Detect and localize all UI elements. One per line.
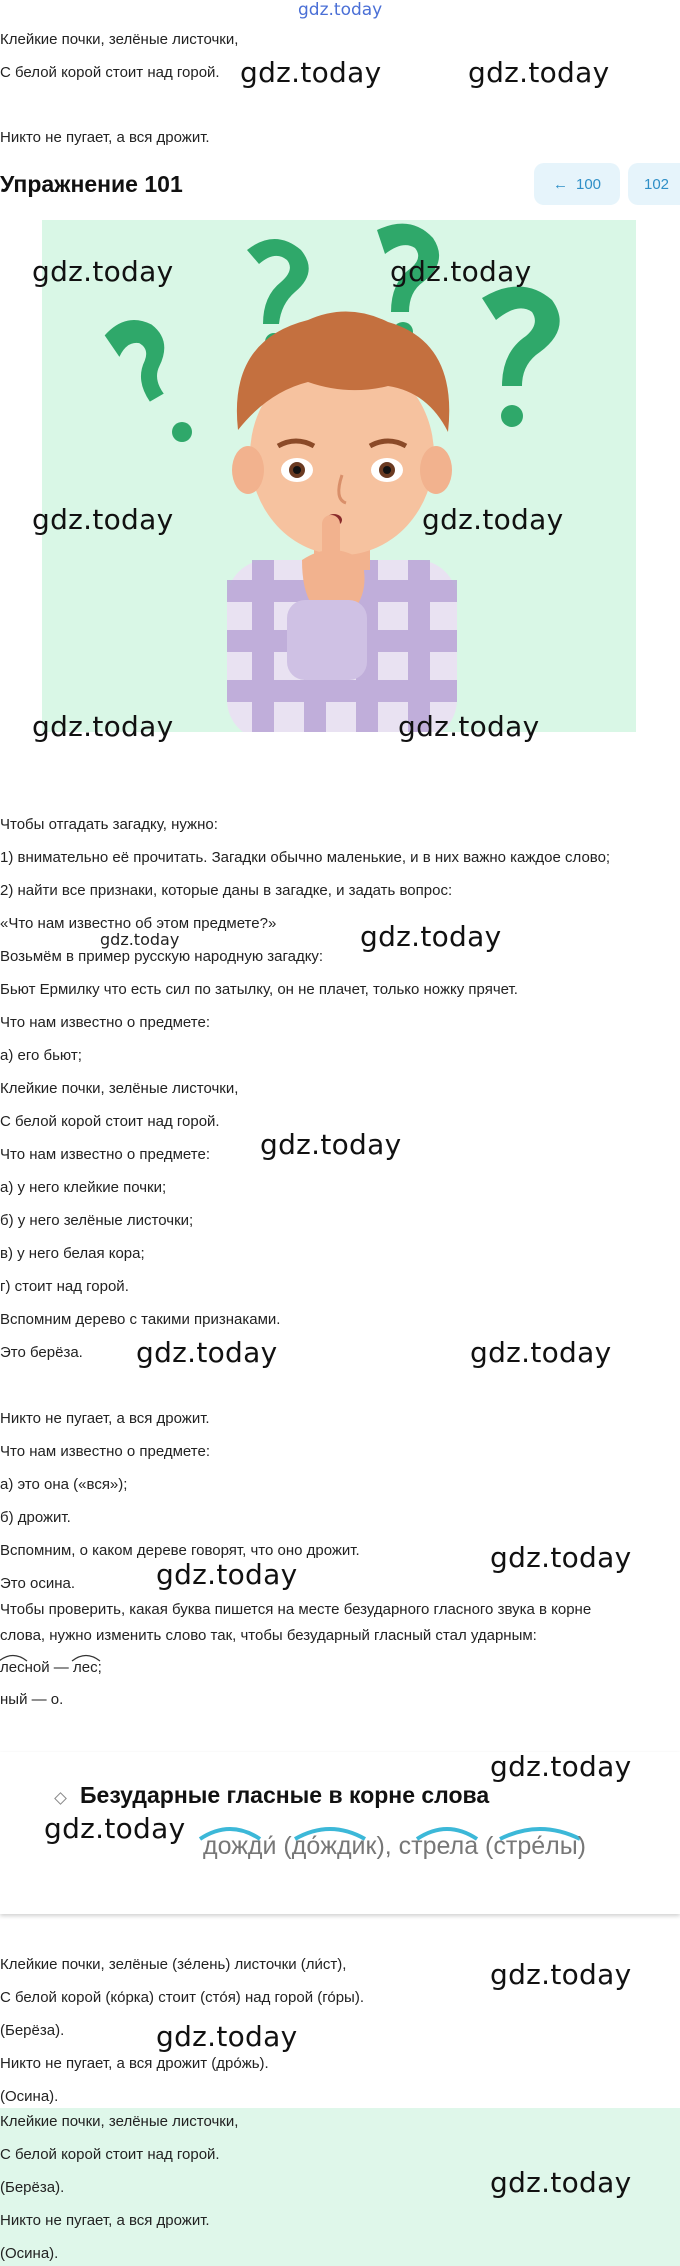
body-line: а) его бьют; (0, 1047, 82, 1064)
final-line: (Берёза). (0, 2179, 65, 2196)
watermark: gdz.today (470, 1336, 612, 1369)
watermark: gdz.today (32, 255, 174, 288)
watermark: gdz.today (490, 2166, 632, 2199)
example-word-2-root (73, 1658, 98, 1678)
watermark: gdz.today (32, 710, 174, 743)
watermark: gdz.today (398, 710, 540, 743)
next-exercise-label: 102 (644, 175, 670, 193)
prev-exercise-label: 100 (575, 175, 602, 193)
exercise-title: Упражнение 101 (0, 171, 183, 197)
body-line: Бьют Ермилку что есть сил по затылку, он не плачет, только ножку прячет. (0, 981, 518, 998)
body-line: 2) найти все признаки, которые даны в загадке, и задать вопрос: (0, 882, 453, 899)
ending-line: ный — о. (0, 1691, 64, 1708)
body-line: в) у него белая кора; (0, 1245, 145, 1262)
dash: — (53, 1659, 69, 1676)
watermark: gdz.today (490, 1958, 632, 1991)
watermark: gdz.today (136, 1336, 278, 1369)
final-line: Никто не пугает, а вся дрожит. (0, 2212, 210, 2229)
body-line: Что нам известно о предмете: (0, 1146, 210, 1163)
body-line: б) у него зелёные листочки; (0, 1212, 194, 1229)
final-line: Клейкие почки, зелёные листочки, (0, 2113, 239, 2130)
root-text: лес (0, 1659, 25, 1676)
body-line: г) стоит над горой. (0, 1278, 129, 1295)
watermark: gdz.today (490, 1541, 632, 1574)
suffix-text: ной (24, 1659, 50, 1676)
body-line: С белой корой стоит над горой. (0, 1113, 220, 1130)
header-watermark: gdz.today (298, 0, 383, 20)
arrow-left-icon: ← (552, 175, 568, 193)
watermark: gdz.today (390, 255, 532, 288)
top-line: Никто не пугает, а вся дрожит. (0, 129, 210, 146)
answer-line: (Берёза). (0, 2022, 65, 2039)
watermark: gdz.today (490, 1750, 632, 1783)
watermark: gdz.today (422, 503, 564, 536)
example-line (0, 1658, 102, 1682)
answer-line: (Осина). (0, 2088, 59, 2105)
example-end: ; (97, 1659, 102, 1676)
watermark: gdz.today (156, 2020, 298, 2053)
small-watermark: gdz.today (100, 930, 180, 949)
body-line: 1) внимательно её прочитать. Загадки обычно маленькие, и в них важно каждое слово; (0, 849, 611, 866)
watermark: gdz.today (360, 920, 502, 953)
root-text: лес (72, 1659, 98, 1676)
prev-exercise-button[interactable] (534, 163, 620, 205)
body-line: Клейкие почки, зелёные листочки, (0, 1080, 239, 1097)
watermark: gdz.today (240, 56, 382, 89)
body-line: Возьмём в пример русскую народную загадку: (0, 948, 324, 965)
body-line: а) это она («вся»); (0, 1476, 128, 1493)
final-line: С белой корой стоит над горой. (0, 2146, 220, 2163)
body-line: б) дрожит. (0, 1509, 71, 1526)
answer-line: С белой корой (ко́рка) стоит (сто́я) над горой (го́ры). (0, 1989, 364, 2006)
illustration-thinking-boy (42, 220, 636, 732)
rule-example: дожди́ (до́ждик), стрела (стре́лы) (203, 1832, 587, 1860)
diamond-icon (54, 1792, 67, 1805)
body-line: Вспомним, о каком дереве говорят, что оно дрожит. (0, 1542, 360, 1559)
body-line: «Что нам известно об этом предмете?» (0, 915, 277, 932)
watermark: gdz.today (44, 1812, 186, 1845)
rule-title: Безударные гласные в корне слова (80, 1782, 490, 1808)
body-line: Что нам известно о предмете: (0, 1443, 210, 1460)
root-arc-icon (71, 1652, 101, 1662)
body-line: а) у него клейкие почки; (0, 1179, 167, 1196)
watermark: gdz.today (260, 1128, 402, 1161)
watermark: gdz.today (156, 1558, 298, 1591)
watermark: gdz.today (32, 503, 174, 536)
body-line: Это осина. (0, 1575, 76, 1592)
example-word-1-root (0, 1658, 25, 1678)
body-line: Никто не пугает, а вся дрожит. (0, 1410, 210, 1427)
body-line: слова, нужно изменить слово так, чтобы безударный гласный стал ударным: (0, 1627, 537, 1644)
body-line: Вспомним дерево с такими признаками. (0, 1311, 281, 1328)
body-line: Что нам известно о предмете: (0, 1014, 210, 1031)
root-arc-icon (0, 1652, 28, 1662)
top-line: С белой корой стоит над горой. (0, 64, 220, 81)
top-line: Клейкие почки, зелёные листочки, (0, 31, 239, 48)
answer-line: Никто не пугает, а вся дрожит (дро́жь). (0, 2055, 269, 2072)
body-line: Это берёза. (0, 1344, 83, 1361)
watermark: gdz.today (468, 56, 610, 89)
body-line: Чтобы отгадать загадку, нужно: (0, 816, 218, 833)
answer-line: Клейкие почки, зелёные (зе́лень) листочки (ли́ст), (0, 1956, 347, 1973)
thinking-boy-image (42, 220, 636, 732)
next-exercise-button[interactable] (628, 163, 680, 205)
body-line: Чтобы проверить, какая буква пишется на месте безударного гласного звука в корне (0, 1601, 592, 1618)
final-line: (Осина). (0, 2245, 59, 2262)
